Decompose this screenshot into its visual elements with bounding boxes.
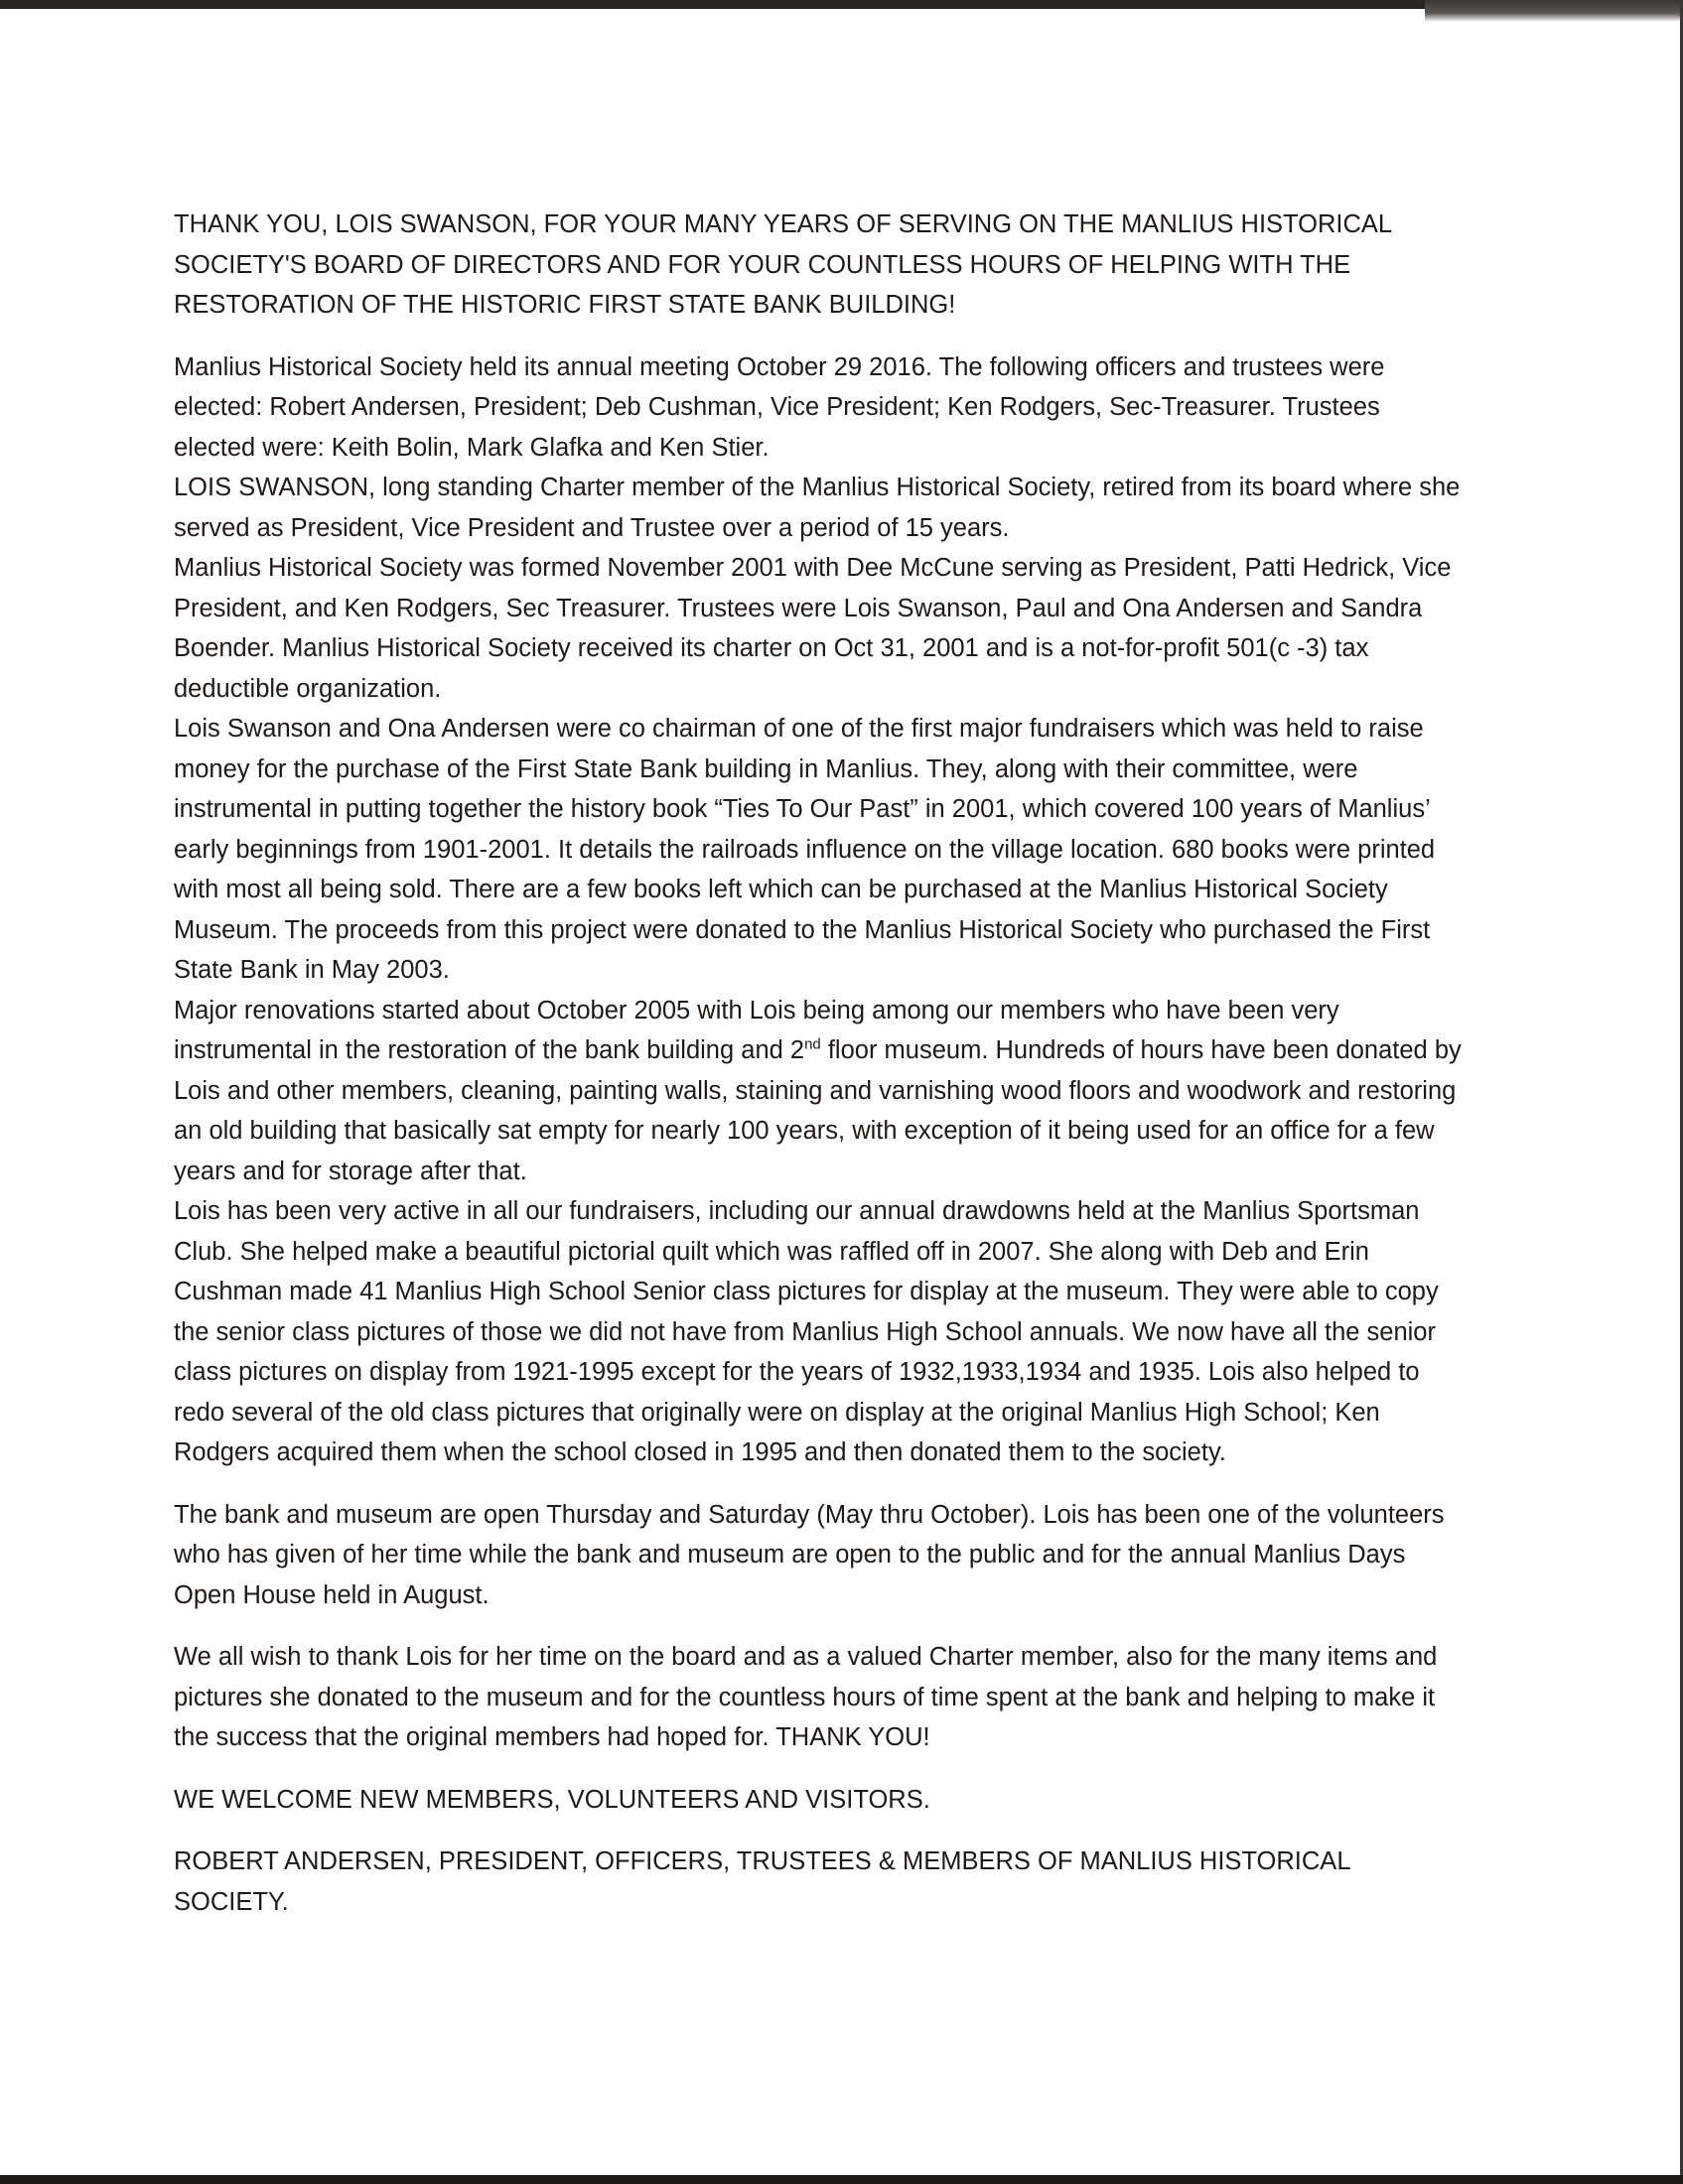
paragraph-welcome: WE WELCOME NEW MEMBERS, VOLUNTEERS AND VISITORS. — [174, 1785, 930, 1814]
paragraph-annual-meeting: Manlius Historical Society held its annual meeting October 29 2016. The following officers and trustees were elected: Robert Andersen, President; Deb Cushman, Vice President; Ken Rodgers, Sec-Treasurer. Trustees elected were: Keith Bolin, Mark Glafka and Ken Stier. — [174, 352, 1385, 462]
paragraph-fundraisers-class-pictures: Lois has been very active in all our fundraisers, including our annual drawdowns held at the Manlius Sportsman Club. She helped make a beautiful pictorial quilt which was raffled off in 2007. She along with Deb and Erin Cushman made 41 Manlius High School Senior class pictures for display at the museum. They were able to copy the senior class pictures of those we did not have from Manlius High School annuals. We now have all the senior class pictures on display from 1921-1995 except for the years of 1932,1933,1934 and 1935. Lois also helped to redo several of the old class pictures that originally were on display at the original Manlius High School; Ken Rodgers acquired them when the school closed in 1995 and then donated them to the society. — [174, 1197, 1439, 1466]
ordinal-superscript: nd — [804, 1035, 821, 1053]
paragraph-fundraiser-history-book: Lois Swanson and Ona Andersen were co chairman of one of the first major fundraisers which was held to raise money for the purchase of the First State Bank building in Manlius. They, along with their committee, were instrumental in putting together the history book “Ties To Our Past” in 2001, which covered 100 years of Manlius’ early beginnings from 1901-2001. It details the railroads influence on the village location. 680 books were printed with most all being sold. There are a few books left which can be purchased at the Manlius Historical Society Museum. The proceeds from this project were donated to the Manlius Historical Society who purchased the First State Bank in May 2003. — [174, 715, 1436, 984]
letter-body — [174, 205, 1465, 1922]
paragraph-society-formation: Manlius Historical Society was formed November 2001 with Dee McCune serving as President, Patti Hedrick, Vice President, and Ken Rodgers, Sec Treasurer. Trustees were Lois Swanson, Paul and Ona Andersen and Sandra Boender. Manlius Historical Society received its charter on Oct 31, 2001 and is a not-for-profit 501(c -3) tax deductible organization. — [174, 554, 1452, 703]
paragraph-lois-retirement: LOIS SWANSON, long standing Charter member of the Manlius Historical Society, retired from its board where she served as President, Vice President and Trustee over a period of 15 years. — [174, 474, 1461, 542]
letter-signature: ROBERT ANDERSEN, PRESIDENT, OFFICERS, TRUSTEES & MEMBERS OF MANLIUS HISTORICAL SOCIETY. — [174, 1847, 1350, 1916]
paragraph-museum-hours: The bank and museum are open Thursday and Saturday (May thru October). Lois has been one of the volunteers who has given of her time while the bank and museum are open to the public and for the annual Manlius Days Open House held in August. — [174, 1500, 1445, 1609]
renovations-text-end: floor museum. Hundreds of hours have been donated by Lois and other members, cleaning, painting walls, staining and varnishing wood floors and woodwork and restoring an old building that basically sat empty for nearly 100 years, with exception of it being used for an office for a few years and for storage after that. — [174, 1036, 1462, 1185]
letter-heading: THANK YOU, LOIS SWANSON, FOR YOUR MANY YEARS OF SERVING ON THE MANLIUS HISTORICAL SOCIETY'S BOARD OF DIRECTORS AND FOR YOUR COUNTLESS HOURS OF HELPING WITH THE RESTORATION OF THE HISTORIC FIRST STATE BANK BUILDING! — [174, 210, 1392, 319]
scan-shadow-top-right — [1425, 0, 1683, 22]
renovations-text-start: Major renovations started about October 2005 with Lois being among our members who have been very instrumental in the restoration of the bank building and 2 — [174, 996, 1339, 1064]
scan-border-bottom — [0, 2175, 1683, 2184]
paragraph-renovations — [174, 991, 1465, 1192]
paragraph-thank-you: We all wish to thank Lois for her time on the board and as a valued Charter member, also for the many items and pictures she donated to the museum and for the countless hours of time spent at the bank and helping to make it the success that the original members had hoped for. THANK YOU! — [174, 1643, 1438, 1751]
